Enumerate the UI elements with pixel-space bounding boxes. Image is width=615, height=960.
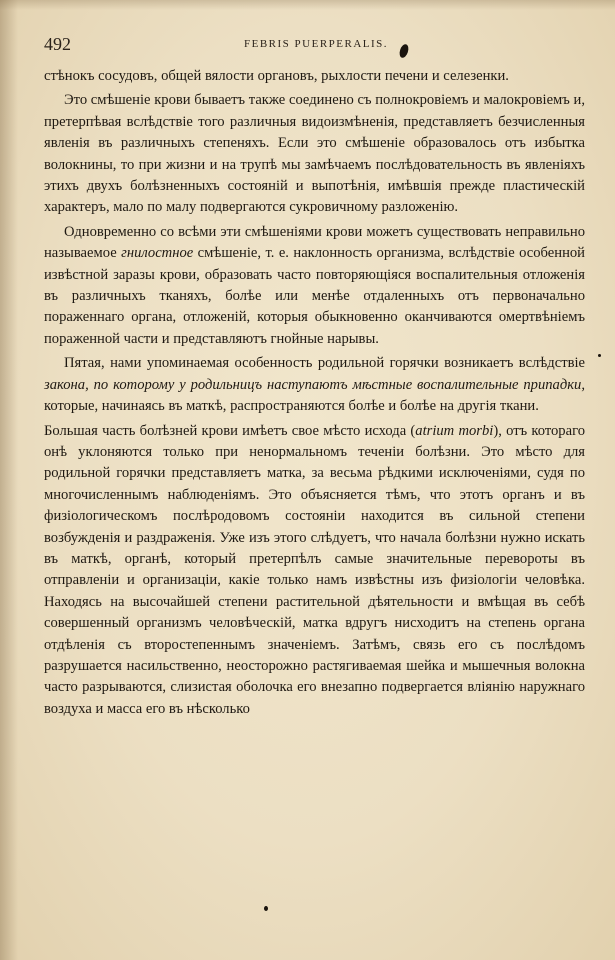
- body-text: [44, 66, 585, 723]
- text-run: Большая часть болѣзней крови имѣетъ свое мѣсто исхода (: [44, 422, 416, 439]
- binding-shadow: [0, 0, 18, 960]
- text-run: смѣшеніе, т. е. наклонность организма, вслѣдствіе особенной извѣстной заразы крови, образовать часто повторяющіяся воспалительныя отложенія въ различныхъ тканяхъ, болѣе или менѣе отдаленныхъ отъ первоначально пораженнаго органа, отложеній, которыя обыкновенно оканчиваются омертвѣніемъ пораженной части и представляютъ гнойные нарывы.: [44, 245, 585, 347]
- text-run: Одновременно со всѣми эти смѣшеніями крови можетъ существовать неправильно называемое: [44, 223, 585, 262]
- top-edge-shadow: [0, 0, 615, 10]
- italic-run: гнилостное: [121, 245, 194, 262]
- paragraph: [44, 66, 585, 87]
- ink-speck: [264, 906, 268, 911]
- text-run: Пятая, нами упоминаемая особенность родильной горячки возникаетъ вслѣдствіе: [64, 355, 585, 372]
- ink-speck: [598, 354, 601, 357]
- italic-run: atrium morbi: [415, 422, 494, 439]
- paragraph: [44, 353, 585, 417]
- text-run: стѣнокъ сосудовъ, общей вялости органовъ, рыхлости печени и селезенки.: [44, 68, 509, 84]
- italic-run: закона, по которому у родильницъ наступаютъ мѣстные воспалительные припадки,: [44, 376, 585, 393]
- page-number: 492: [44, 34, 71, 54]
- paragraph: [44, 421, 585, 721]
- paragraph: [44, 222, 585, 350]
- text-run: ), отъ котораго онѣ уклоняются только при ненормальномъ теченіи болѣзни. Это мѣсто для родильной горячки представляетъ матка, за весьма рѣдкими исключеніями, судя по многочисленнымъ наблюденіямъ. Это объясняется тѣмъ, что этотъ органъ и въ физіологическомъ послѣродовомъ состояніи находится въ сильной степени возбужденія и раздраженія. Уже изъ этого слѣдуетъ, что начала болѣзни нужно искать въ маткѣ, органѣ, который претерпѣлъ самые значительные перевороты въ отправленіи и организаціи, какіе только намъ извѣстны изъ физіологіи человѣка. Находясь на высочайшей степени растительной дѣятельности и вмѣщая въ себѣ совершенный организмъ человѣческій, матка вдругъ нисходитъ на степень органа отдѣленія съ второстепеннымъ значеніемъ. Затѣмъ, связь его съ послѣдомъ разрушается насильственно, неосторожно растягиваемая шейка и мышечныя волокна часто разрываются, слизистая оболочка его внезапно подвергается вліянію наружнаго воздуха и масса его въ нѣсколько: [44, 422, 585, 717]
- page-header: [44, 34, 584, 58]
- running-title: FEBRIS PUERPERALIS.: [244, 38, 389, 50]
- text-run: которые, начинаясь въ маткѣ, распространяются болѣе и болѣе на другія ткани.: [44, 398, 539, 415]
- text-run: Это смѣшеніе крови бываетъ также соединено съ полнокровіемъ и малокровіемъ и, претерпѣвая вслѣдствіе того различныя видоизмѣненія, представляетъ безчисленныя явленія въ различныхъ степеняхъ. Если это смѣшеніе образовалось отъ избытка волокнины, то при жизни и на трупѣ мы замѣчаемъ послѣдовательность въ явленіяхъ этихъ двухъ болѣзненныхъ состояній и выпотѣнія, имѣвшія прежде пластическій характеръ, мало по малу подвергаются сукровичному разложенію.: [44, 92, 585, 216]
- paragraph: [44, 90, 585, 218]
